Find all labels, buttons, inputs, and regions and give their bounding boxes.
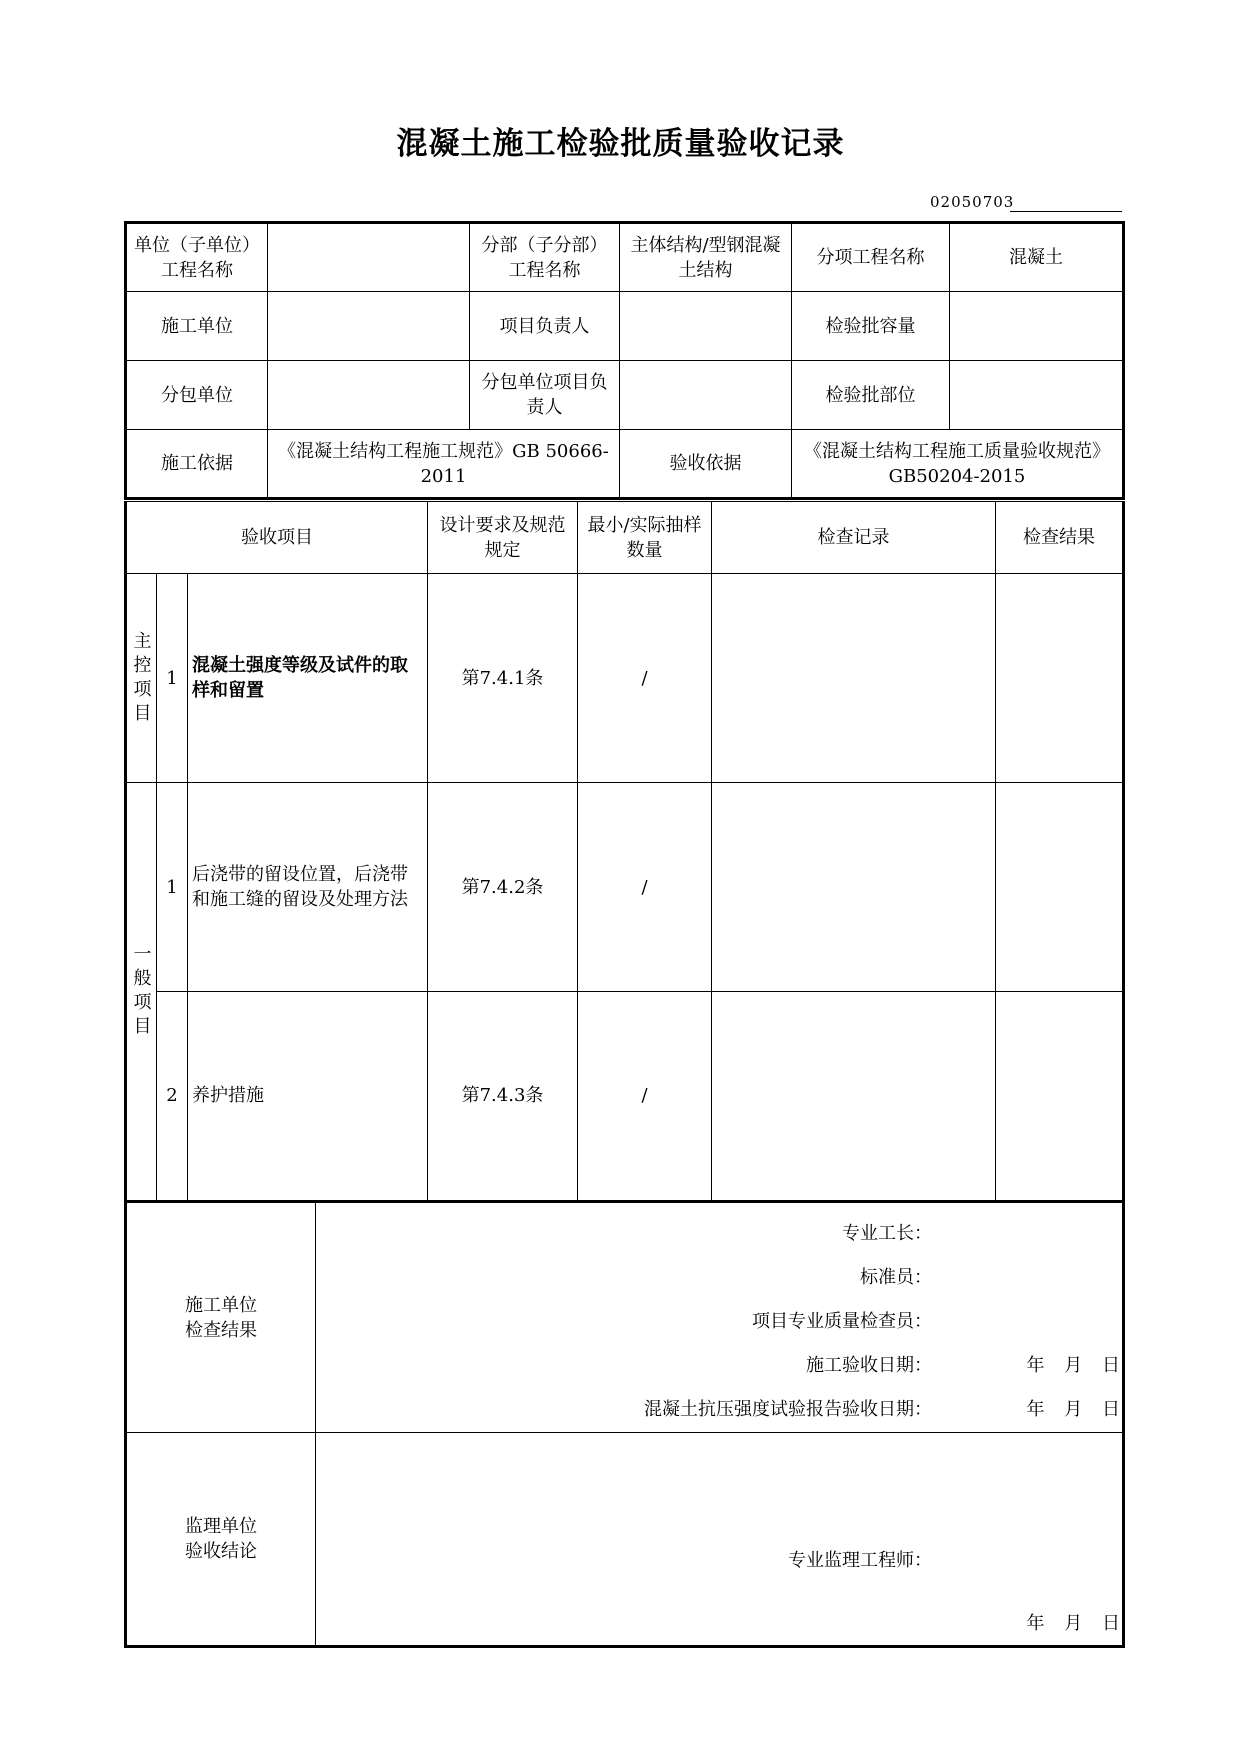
- subcontractor-label: 分包单位: [126, 361, 268, 430]
- acceptance-basis-label: 验收依据: [620, 430, 792, 499]
- main-group-label: 主控项目: [126, 574, 157, 783]
- page-title: 混凝土施工检验批质量验收记录: [396, 126, 845, 162]
- row-number: 2: [157, 992, 188, 1201]
- row-item: 后浇带的留设位置，后浇带和施工缝的留设及处理方法: [188, 783, 428, 992]
- inspection-table: [124, 501, 1125, 1202]
- signoff-table: [124, 1202, 1125, 1648]
- batch-capacity-field[interactable]: [950, 292, 1124, 361]
- table-row: [126, 574, 1124, 783]
- row-sample[interactable]: /: [578, 783, 712, 992]
- contractor-field[interactable]: [268, 292, 470, 361]
- batch-capacity-label: 检验批容量: [792, 292, 950, 361]
- col-item-header: 验收项目: [126, 502, 428, 574]
- form-code: 02050703: [930, 193, 1015, 211]
- table-row: [126, 992, 1124, 1201]
- foreman-label: 专业工长：: [842, 1223, 932, 1244]
- contractor-check-label: 施工单位检查结果: [126, 1203, 316, 1433]
- supervisor-date[interactable]: 年 月 日: [1026, 1613, 1120, 1634]
- division-value[interactable]: 主体结构/型钢混凝土结构: [620, 223, 792, 292]
- acceptance-date[interactable]: 年 月 日: [1026, 1355, 1120, 1376]
- row-record[interactable]: [712, 574, 996, 783]
- row-number: 1: [157, 783, 188, 992]
- row-result[interactable]: [996, 992, 1124, 1201]
- supervisor-label: 监理单位验收结论: [126, 1433, 316, 1647]
- batch-location-field[interactable]: [950, 361, 1124, 430]
- row-clause: 第7.4.1条: [428, 574, 578, 783]
- row-clause: 第7.4.3条: [428, 992, 578, 1201]
- col-record-header: 检查记录: [712, 502, 996, 574]
- report-date-label: 混凝土抗压强度试验报告验收日期：: [644, 1399, 932, 1420]
- row-clause: 第7.4.2条: [428, 783, 578, 992]
- standard-officer-label: 标准员：: [860, 1267, 932, 1288]
- col-result-header: 检查结果: [996, 502, 1124, 574]
- subitem-value[interactable]: 混凝土: [950, 223, 1124, 292]
- sub-lead-label: 分包单位项目负责人: [470, 361, 620, 430]
- project-lead-label: 项目负责人: [470, 292, 620, 361]
- subcontractor-field[interactable]: [268, 361, 470, 430]
- form-code-underline: [1010, 211, 1122, 212]
- acceptance-basis-value: 《混凝土结构工程施工质量验收规范》GB50204-2015: [792, 430, 1124, 499]
- row-record[interactable]: [712, 783, 996, 992]
- row-sample[interactable]: /: [578, 992, 712, 1201]
- row-item: 养护措施: [188, 992, 428, 1201]
- col-sample-header: 最小/实际抽样数量: [578, 502, 712, 574]
- division-label: 分部（子分部）工程名称: [470, 223, 620, 292]
- row-number: 1: [157, 574, 188, 783]
- subitem-label: 分项工程名称: [792, 223, 950, 292]
- quality-inspector-label: 项目专业质量检查员：: [752, 1311, 932, 1332]
- row-result[interactable]: [996, 783, 1124, 992]
- batch-location-label: 检验批部位: [792, 361, 950, 430]
- basis-value: 《混凝土结构工程施工规范》GB 50666-2011: [268, 430, 620, 499]
- table-row: [126, 783, 1124, 992]
- row-record[interactable]: [712, 992, 996, 1201]
- unit-project-label: 单位（子单位）工程名称: [126, 223, 268, 292]
- contractor-check-area[interactable]: [316, 1203, 1124, 1433]
- row-result[interactable]: [996, 574, 1124, 783]
- col-requirement-header: 设计要求及规范规定: [428, 502, 578, 574]
- project-info-table: [124, 221, 1125, 500]
- basis-label: 施工依据: [126, 430, 268, 499]
- contractor-label: 施工单位: [126, 292, 268, 361]
- unit-project-field[interactable]: [268, 223, 470, 292]
- project-lead-field[interactable]: [620, 292, 792, 361]
- supervisor-engineer-label: 专业监理工程师：: [788, 1550, 932, 1571]
- acceptance-date-label: 施工验收日期：: [806, 1355, 932, 1376]
- supervisor-area[interactable]: [316, 1433, 1124, 1647]
- general-group-label: 一般项目: [126, 783, 157, 1201]
- report-date[interactable]: 年 月 日: [1026, 1399, 1120, 1420]
- row-item: 混凝土强度等级及试件的取样和留置: [188, 574, 428, 783]
- sub-lead-field[interactable]: [620, 361, 792, 430]
- row-sample[interactable]: /: [578, 574, 712, 783]
